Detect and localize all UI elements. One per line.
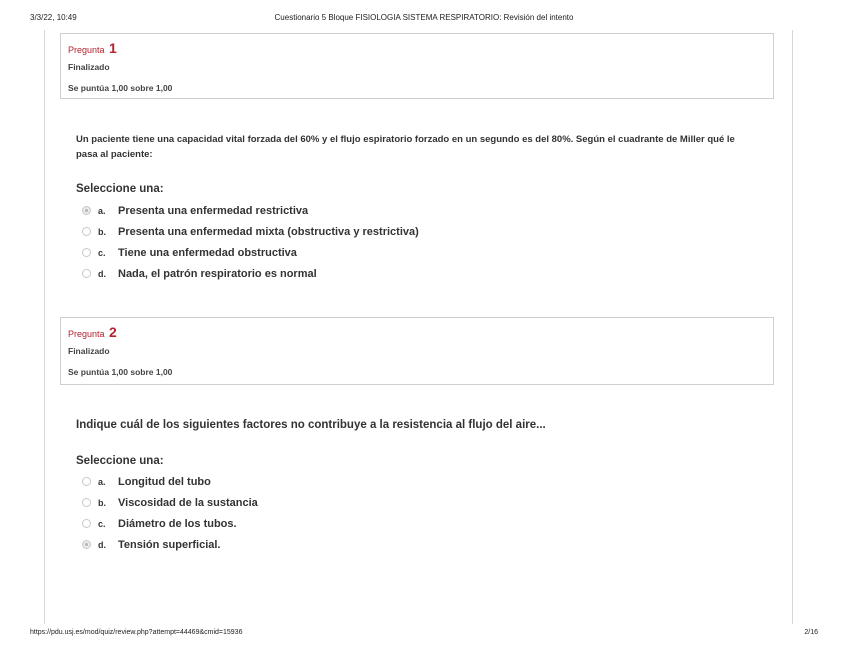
- answer-option-d[interactable]: [82, 534, 258, 555]
- question-label: Pregunta: [68, 329, 105, 339]
- radio-button[interactable]: [82, 477, 91, 486]
- option-text: Presenta una enfermedad restrictiva: [118, 204, 309, 217]
- question-state: Finalizado: [68, 346, 110, 356]
- radio-button[interactable]: [82, 227, 91, 236]
- answer-option-c[interactable]: [82, 513, 258, 534]
- answer-option-c[interactable]: [82, 242, 419, 263]
- option-letter: a.: [98, 205, 106, 216]
- question-state: Finalizado: [68, 62, 110, 72]
- radio-button[interactable]: [82, 269, 91, 278]
- question-1-prompt: Seleccione una:: [76, 183, 164, 195]
- question-label: Pregunta: [68, 45, 105, 55]
- answer-option-b[interactable]: [82, 492, 258, 513]
- question-1-answers: [82, 200, 419, 284]
- question-2-info: [60, 317, 774, 385]
- answer-option-b[interactable]: [82, 221, 419, 242]
- radio-button[interactable]: [82, 540, 91, 549]
- radio-button[interactable]: [82, 519, 91, 528]
- print-url[interactable]: https://pdu.usj.es/mod/quiz/review.php?attempt=44469&cmid=15936: [30, 629, 243, 636]
- option-text: Longitud del tubo: [118, 475, 211, 488]
- page-number: 2/16: [804, 629, 818, 636]
- option-text: Tiene una enfermedad obstructiva: [118, 246, 297, 259]
- question-number: 2: [109, 324, 117, 340]
- option-text: Nada, el patrón respiratorio es normal: [118, 267, 317, 280]
- question-number: 1: [109, 40, 117, 56]
- question-2-answers: [82, 471, 258, 555]
- option-text: Presenta una enfermedad mixta (obstructiva y restrictiva): [118, 225, 419, 238]
- option-letter: b.: [98, 497, 106, 508]
- option-letter: d.: [98, 268, 106, 279]
- question-2-text: Indique cuál de los siguientes factores no contribuye a la resistencia al flujo del aire...: [76, 419, 546, 431]
- option-text: Viscosidad de la sustancia: [118, 496, 258, 509]
- question-grade: Se puntúa 1,00 sobre 1,00: [68, 367, 173, 377]
- question-grade: Se puntúa 1,00 sobre 1,00: [68, 83, 173, 93]
- radio-button[interactable]: [82, 498, 91, 507]
- radio-button[interactable]: [82, 206, 91, 215]
- option-letter: c.: [98, 518, 106, 529]
- answer-option-d[interactable]: [82, 263, 419, 284]
- option-text: Tensión superficial.: [118, 538, 221, 551]
- option-letter: c.: [98, 247, 106, 258]
- print-datetime: 3/3/22, 10:49: [30, 13, 77, 22]
- option-letter: d.: [98, 539, 106, 550]
- question-1-text: Un paciente tiene una capacidad vital forzada del 60% y el flujo espiratorio forzado en un segundo es del 80%. Según el cuadrante de Miller qué le pasa al paciente:: [76, 134, 735, 160]
- print-title: Cuestionario 5 Bloque FISIOLOGIA SISTEMA RESPIRATORIO: Revisión del intento: [274, 13, 574, 22]
- option-letter: a.: [98, 476, 106, 487]
- option-text: Diámetro de los tubos.: [118, 517, 237, 530]
- answer-option-a[interactable]: [82, 200, 419, 221]
- answer-option-a[interactable]: [82, 471, 258, 492]
- radio-button[interactable]: [82, 248, 91, 257]
- option-letter: b.: [98, 226, 106, 237]
- question-2-prompt: Seleccione una:: [76, 455, 164, 467]
- print-footer: [30, 629, 818, 641]
- print-header: [30, 13, 818, 27]
- question-1-info: [60, 33, 774, 99]
